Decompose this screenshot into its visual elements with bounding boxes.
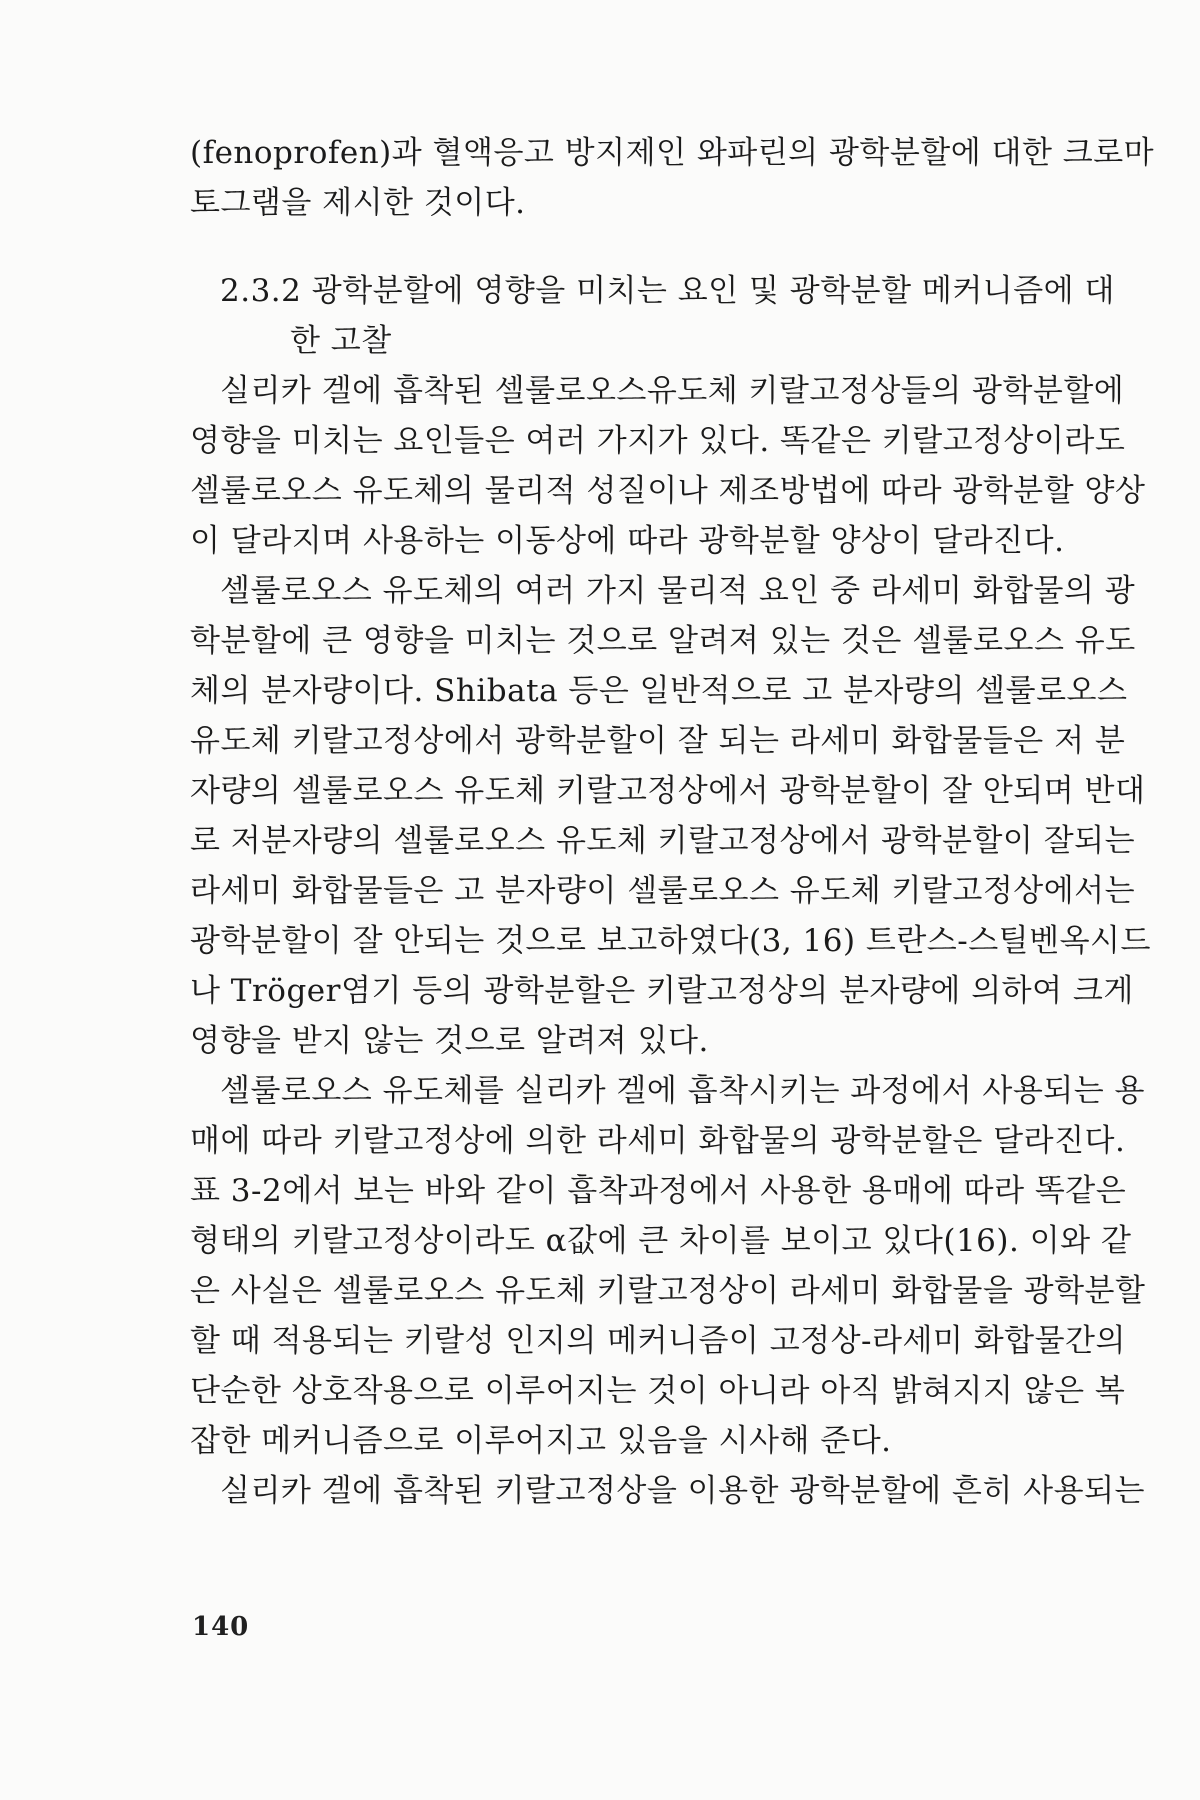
paragraph-line: 로 저분자량의 셀룰로오스 유도체 키랄고정상에서 광학분할이 잘되는 bbox=[190, 823, 1136, 859]
paragraph-line: 은 사실은 셀룰로오스 유도체 키랄고정상이 라세미 화합물을 광학분할 bbox=[190, 1273, 1146, 1309]
paragraph-line: 유도체 키랄고정상에서 광학분할이 잘 되는 라세미 화합물들은 저 분 bbox=[190, 723, 1126, 759]
paragraph-line: 할 때 적용되는 키랄성 인지의 메커니즘이 고정상-라세미 화합물간의 bbox=[190, 1323, 1126, 1359]
page-number: 140 bbox=[192, 1612, 250, 1642]
paragraph-line: 이 달라지며 사용하는 이동상에 따라 광학분할 양상이 달라진다. bbox=[190, 523, 1065, 559]
spacer bbox=[190, 228, 1070, 266]
paragraph-line: 셀룰로오스 유도체를 실리카 겔에 흡착시키는 과정에서 사용되는 용 bbox=[220, 1073, 1145, 1109]
paragraph-line: 단순한 상호작용으로 이루어지는 것이 아니라 아직 밝혀지지 않은 복 bbox=[190, 1373, 1126, 1409]
paragraph-line: 형태의 키랄고정상이라도 α값에 큰 차이를 보이고 있다(16). 이와 같 bbox=[190, 1223, 1132, 1259]
paragraph-line: 광학분할이 잘 안되는 것으로 보고하였다(3, 16) 트란스-스틸벤옥시드 bbox=[190, 923, 1151, 959]
paragraph-line: 셀룰로오스 유도체의 물리적 성질이나 제조방법에 따라 광학분할 양상 bbox=[190, 473, 1146, 509]
body-text bbox=[190, 128, 1155, 1516]
section-number: 2.3.2 bbox=[220, 273, 302, 309]
paragraph-line: 영향을 미치는 요인들은 여러 가지가 있다. 똑같은 키랄고정상이라도 bbox=[190, 423, 1126, 459]
paragraph-line: 실리카 겔에 흡착된 키랄고정상을 이용한 광학분할에 흔히 사용되는 bbox=[220, 1473, 1145, 1509]
paragraph-line: 영향을 받지 않는 것으로 알려져 있다. bbox=[190, 1023, 709, 1059]
paragraph-line: 체의 분자량이다. Shibata 등은 일반적으로 고 분자량의 셀룰로오스 bbox=[190, 673, 1128, 709]
paragraph-line: 자량의 셀룰로오스 유도체 키랄고정상에서 광학분할이 잘 안되며 반대 bbox=[190, 773, 1146, 809]
paragraph-line: 표 3-2에서 보는 바와 같이 흡착과정에서 사용한 용매에 따라 똑같은 bbox=[190, 1173, 1127, 1209]
paragraph-line: 학분할에 큰 영향을 미치는 것으로 알려져 있는 것은 셀룰로오스 유도 bbox=[190, 623, 1136, 659]
paragraph-line: 나 Tröger염기 등의 광학분할은 키랄고정상의 분자량에 의하여 크게 bbox=[190, 973, 1134, 1009]
section-heading bbox=[190, 266, 1115, 316]
paragraph-line: 실리카 겔에 흡착된 셀룰로오스유도체 키랄고정상들의 광학분할에 bbox=[220, 373, 1125, 409]
text-line: (fenoprofen)과 혈액응고 방지제인 와파린의 광학분할에 대한 크로마 bbox=[190, 135, 1155, 171]
paragraph-line: 잡한 메커니즘으로 이루어지고 있음을 시사해 준다. bbox=[190, 1423, 892, 1459]
section-heading-continued: 한 고찰 bbox=[290, 323, 392, 359]
text-line: 토그램을 제시한 것이다. bbox=[190, 185, 526, 221]
paragraph-line: 매에 따라 키랄고정상에 의한 라세미 화합물의 광학분할은 달라진다. bbox=[190, 1123, 1126, 1159]
paragraph-line: 셀룰로오스 유도체의 여러 가지 물리적 요인 중 라세미 화합물의 광 bbox=[220, 573, 1136, 609]
paragraph-line: 라세미 화합물들은 고 분자량이 셀룰로오스 유도체 키랄고정상에서는 bbox=[190, 873, 1136, 909]
section-title: 광학분할에 영향을 미치는 요인 및 광학분할 메커니즘에 대 bbox=[311, 273, 1115, 309]
